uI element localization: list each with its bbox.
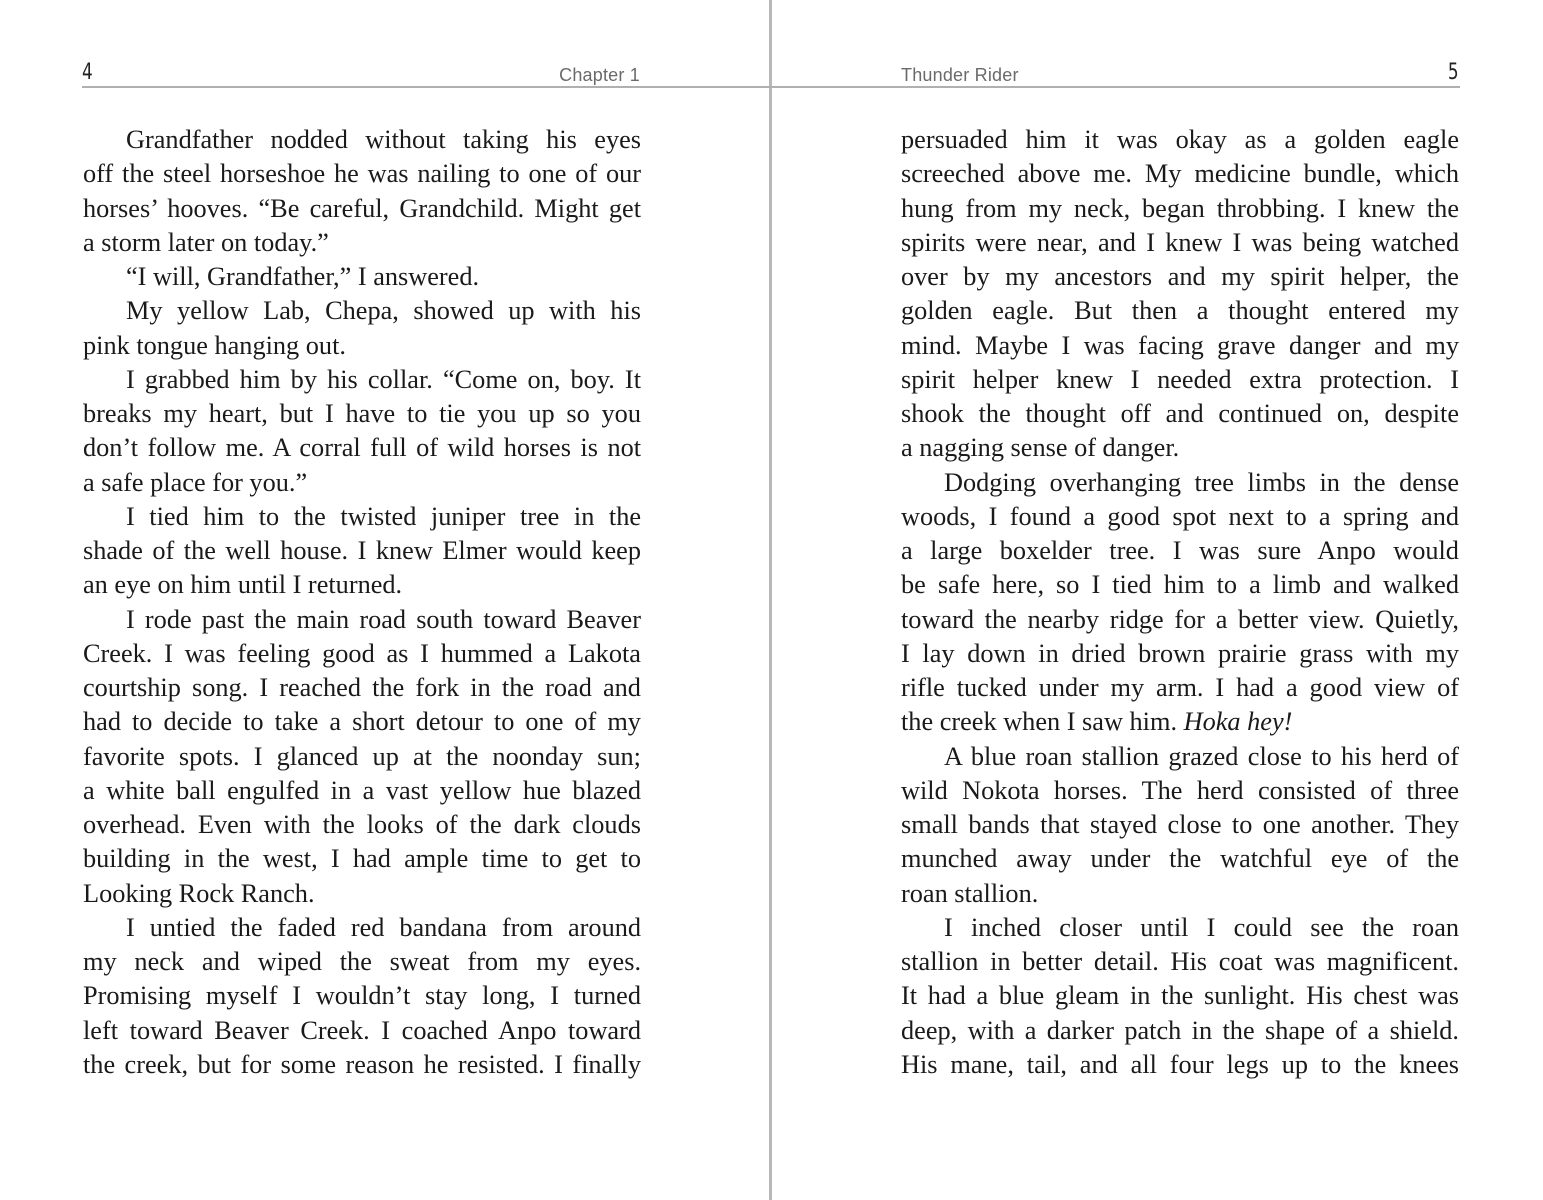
text-line-content: courtship song. I reached the fork in the road and [83,673,641,702]
text-line-content: My yellow Lab, Chepa, showed up with his [126,296,641,326]
right-running-head: Thunder Rider [901,65,1019,85]
text-line [901,671,1459,705]
text-line-content: “I will, Grandfather,” I answered. [126,262,480,291]
text-line-content: a storm later on today.” [83,227,329,257]
text-line [83,568,641,602]
text-line [83,842,641,876]
text-line [901,603,1459,637]
text-line [901,740,1459,774]
header-rule [82,86,1460,88]
text-line-content: It had a blue gleam in the sunlight. His chest was [901,981,1460,1011]
text-line [901,500,1459,534]
text-line-content: favorite spots. I glanced up at the noonday sun; [83,741,641,771]
text-line-content: toward the nearby ridge for a better view. Quietly, [901,604,1459,634]
text-line [83,637,641,671]
text-line-content: a safe place for you.” [83,467,308,497]
text-line [83,329,641,363]
text-line-content: stallion in better detail. His coat was magnificent. [901,947,1459,976]
text-line-content: Promising myself I wouldn’t stay long, I turned [83,981,641,1011]
text-line-content: a large boxelder tree. I was sure Anpo would [901,536,1459,565]
text-line-content: wild Nokota horses. The herd consisted of three [901,775,1460,805]
text-line-content: rifle tucked under my arm. I had a good view of [901,673,1459,702]
text-line [901,397,1459,431]
text-line-content: breaks my heart, but I have to tie you up so you [83,399,641,428]
text-line [83,979,641,1013]
text-line-content: shade of the well house. I knew Elmer would keep [83,536,641,565]
left-running-head: Chapter 1 [559,65,640,85]
text-line-content: I tied him to the twisted juniper tree in the [126,501,642,531]
text-line-content: the creek when I saw him. [901,707,1184,737]
text-line-content: pink tongue hanging out. [83,330,346,360]
text-line [83,808,641,842]
text-line [83,123,641,157]
text-line-content: spirits were near, and I knew I was being watched [901,227,1459,257]
text-line [83,226,641,260]
text-line [83,740,641,774]
right-page-number: 5 [1448,60,1459,85]
text-line-content: persuaded him it was okay as a golden eagle [901,125,1459,154]
text-line [901,226,1459,260]
page-gutter-divider [769,0,772,1200]
text-line-content: had to decide to take a short detour to one of my [83,707,641,737]
text-line [83,294,641,328]
text-line [901,979,1459,1013]
text-line-content: off the steel horseshoe he was nailing to one of our [83,159,642,189]
italic-phrase: Hoka hey! [1183,707,1293,737]
text-line-content: Creek. I was feeling good as I hummed a Lakota [83,638,641,668]
text-line-content: I untied the faded red bandana from around [126,912,642,942]
text-line [83,1014,641,1048]
text-line [901,945,1459,979]
text-line-content: my neck and wiped the sweat from my eyes. [83,947,642,976]
text-line-content: Grandfather nodded without taking his eyes [126,125,642,154]
text-line [901,808,1459,842]
text-line [83,603,641,637]
text-line [83,500,641,534]
text-line-content: Dodging overhanging tree limbs in the dense [944,467,1460,497]
text-line-content: small bands that stayed close to one another. They [901,810,1459,839]
text-line [901,123,1459,157]
text-line [901,534,1459,568]
text-line [901,1014,1459,1048]
text-line [901,363,1459,397]
text-line-content: left toward Beaver Creek. I coached Anpo toward [83,1015,642,1045]
text-line [901,157,1459,191]
text-line-content: deep, with a darker patch in the shape of a shield. [901,1015,1460,1045]
text-line-content: the creek, but for some reason he resisted. I finally [83,1049,641,1079]
text-line [83,397,641,431]
text-line [83,431,641,465]
text-line [901,294,1459,328]
text-line [83,877,641,911]
text-line-content: horses’ hooves. “Be careful, Grandchild. Might get [83,193,642,223]
text-line [83,705,641,739]
text-line [83,774,641,808]
left-page-body [83,123,641,1082]
text-line-content: His mane, tail, and all four legs up to the knees [901,1049,1460,1079]
text-line-content: screeched above me. My medicine bundle, which [901,159,1460,189]
text-line [83,911,641,945]
text-line [901,466,1459,500]
text-line [83,945,641,979]
text-line-content: a nagging sense of danger. [901,433,1180,463]
text-line [83,157,641,191]
text-line-content: I inched closer until I could see the roan [944,912,1460,942]
text-line-content: I lay down in dried brown prairie grass with my [901,638,1459,668]
text-line-content: shook the thought off and continued on, despite [901,399,1460,428]
right-page-body [901,123,1459,1082]
text-line [901,705,1459,739]
text-line-content: roan stallion. [901,878,1039,908]
text-line-content: woods, I found a good spot next to a spring and [901,501,1460,531]
text-line-content: golden eagle. But then a thought entered my [901,296,1459,326]
text-line [83,260,641,294]
text-line-content: an eye on him until I returned. [83,570,403,600]
text-line [901,1048,1459,1082]
text-line-content: be safe here, so I tied him to a limb and walked [901,570,1459,600]
text-line-content: over by my ancestors and my spirit helper, the [901,262,1459,291]
text-line [901,911,1459,945]
text-line-content: A blue roan stallion grazed close to his herd of [944,741,1460,771]
text-line-content: overhead. Even with the looks of the dark clouds [83,810,641,839]
text-line-content: I rode past the main road south toward Beaver [126,604,641,634]
text-line [901,637,1459,671]
text-line [901,568,1459,602]
text-line-content: munched away under the watchful eye of the [901,844,1460,874]
text-line-content: don’t follow me. A corral full of wild horses is not [83,433,642,463]
text-line-content: hung from my neck, began throbbing. I knew the [901,193,1459,223]
text-line [83,534,641,568]
text-line-content: Looking Rock Ranch. [83,878,315,908]
text-line [901,877,1459,911]
text-line [901,329,1459,363]
text-line [901,260,1459,294]
text-line [901,192,1459,226]
text-line [83,363,641,397]
left-page-number: 4 [82,60,93,85]
text-line [901,774,1459,808]
text-line-content: spirit helper knew I needed extra protection. I [901,364,1460,394]
text-line [83,466,641,500]
text-line [901,842,1459,876]
text-line [83,1048,641,1082]
text-line [901,431,1459,465]
text-line-content: a white ball engulfed in a vast yellow hue blazed [83,775,641,805]
text-line-content: I grabbed him by his collar. “Come on, boy. It [126,364,642,394]
text-line-content: mind. Maybe I was facing grave danger and my [901,330,1460,360]
text-line [83,192,641,226]
text-line [83,671,641,705]
text-line-content: building in the west, I had ample time to get to [83,844,642,874]
